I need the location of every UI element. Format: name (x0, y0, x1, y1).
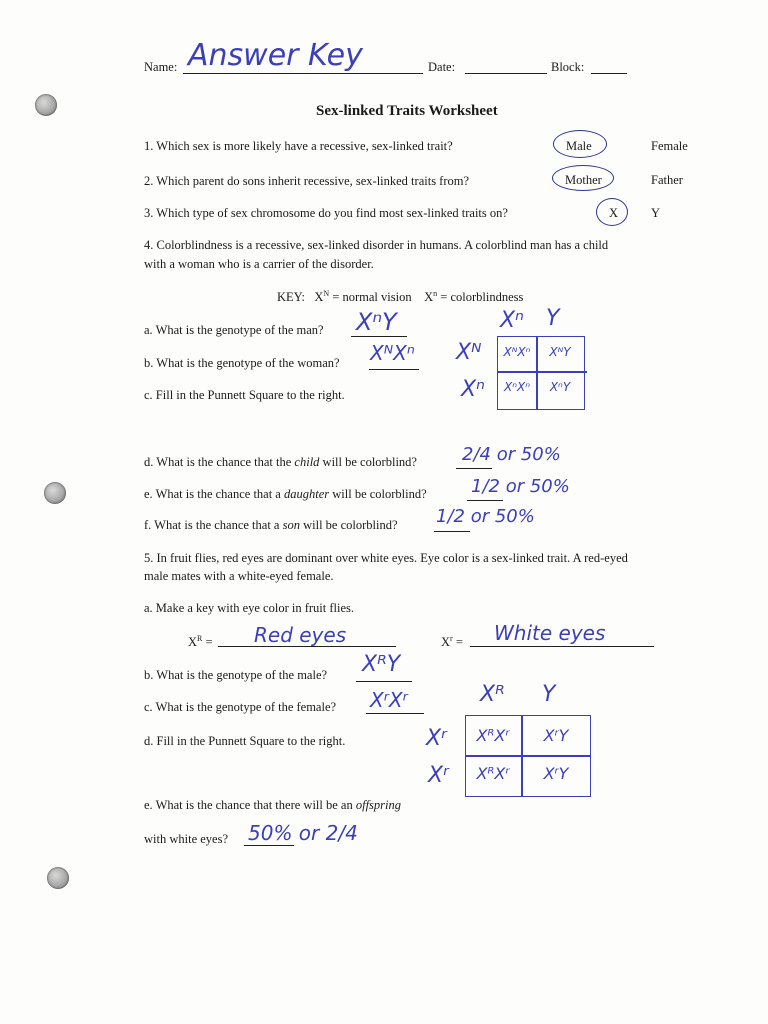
q2-option-mother: Mother (565, 173, 602, 187)
q1-text: 1. Which sex is more likely have a recessive, sex-linked trait? (144, 139, 453, 153)
q4e-answer: 1/2 or 50% (471, 476, 570, 497)
q4-punnett-top-1: Xⁿ (500, 308, 524, 333)
q4-key-color-symbol: $X^n$ (424, 289, 438, 305)
q5-text-line1: 5. In fruit flies, red eyes are dominant over white eyes. Eye color is a sex-linked trait. A red-eyed (144, 551, 628, 565)
q5-key-red-answer: Red eyes (254, 623, 347, 647)
q4-punnett-side-1: Xᴺ (456, 340, 482, 365)
q4-key-label: KEY: (277, 290, 306, 305)
q5-punnett-divider-h (465, 755, 591, 757)
q5-punnett-cell-1-2: XʳY (543, 726, 569, 745)
q5-key-white-answer: White eyes (494, 621, 606, 645)
q5e-answer: 50% or 2/4 (248, 821, 358, 845)
binder-hole-top (35, 94, 57, 116)
q5-punnett-cell-2-1: XᴿXʳ (476, 764, 510, 783)
q5a-text: a. Make a key with eye color in fruit flies. (144, 601, 354, 615)
block-label: Block: (551, 60, 585, 74)
q5b-blank (356, 681, 412, 682)
date-line (465, 73, 547, 74)
q5-punnett-side-2: Xʳ (428, 763, 449, 788)
q4d-text: d. What is the chance that the child will be colorblind? (144, 455, 417, 469)
q4-text-line2: with a woman who is a carrier of the disorder. (144, 257, 374, 271)
q5b-text: b. What is the genotype of the male? (144, 668, 328, 682)
name-label: Name: (144, 60, 178, 74)
q4b-text: b. What is the genotype of the woman? (144, 356, 340, 370)
q4b-blank (369, 369, 419, 370)
q1-answer-circle (553, 130, 607, 158)
name-handwritten: Answer Key (188, 38, 363, 73)
q1-option-female: Female (651, 139, 688, 153)
q4d-blank (456, 468, 492, 469)
q5-punnett-top-2: Y (542, 682, 556, 707)
q4b-answer: XᴺXⁿ (370, 341, 415, 365)
q4-key-color-text: = colorblindness (440, 290, 524, 305)
q4f-text: f. What is the chance that a son will be colorblind? (144, 518, 398, 532)
q1-option-male: Male (566, 139, 592, 153)
binder-hole-bottom (47, 867, 69, 889)
q3-text: 3. Which type of sex chromosome do you find most sex-linked traits on? (144, 206, 508, 220)
q2-answer-circle (552, 165, 614, 191)
q4-punnett-cell-1-2: XᴺY (549, 345, 571, 359)
q4e-blank (467, 500, 503, 501)
q4-punnett-top-2: Y (546, 306, 560, 331)
q5d-text: d. Fill in the Punnett Square to the right. (144, 734, 346, 748)
q3-option-y: Y (651, 206, 661, 220)
q5c-blank (366, 713, 424, 714)
q4d-answer: 2/4 or 50% (462, 444, 561, 465)
q4a-text: a. What is the genotype of the man? (144, 323, 324, 337)
worksheet-title: Sex-linked Traits Worksheet (316, 103, 498, 119)
q4-punnett-side-2: Xⁿ (461, 377, 485, 402)
name-line (183, 73, 423, 74)
q5-key-white-blank (470, 646, 654, 647)
q2-option-father: Father (651, 173, 683, 187)
q4-punnett-cell-2-1: XⁿXⁿ (503, 380, 530, 394)
q4-key-normal-symbol: $X^N$ (314, 289, 330, 305)
q5e-text-line2: with white eyes? (144, 832, 229, 846)
q4a-blank (351, 336, 407, 337)
q4f-blank (434, 531, 470, 532)
date-label: Date: (428, 60, 456, 74)
q2-text: 2. Which parent do sons inherit recessive, sex-linked traits from? (144, 174, 470, 188)
q4a-answer: XⁿY (356, 308, 397, 336)
q5-punnett-side-1: Xʳ (426, 726, 447, 751)
q4e-text: e. What is the chance that a daughter will be colorblind? (144, 487, 427, 501)
q5b-answer: XᴿY (362, 652, 401, 677)
block-line (591, 73, 627, 74)
q5-text-line2: male mates with a white-eyed female. (144, 569, 334, 583)
q3-option-x: X (609, 206, 619, 220)
q5e-text-line1: e. What is the chance that there will be an offspring (144, 798, 401, 812)
q4-key-normal-text: = normal vision (332, 290, 412, 305)
q5-punnett-cell-2-2: XʳY (543, 764, 569, 783)
q5c-text: c. What is the genotype of the female? (144, 700, 337, 714)
q4c-text: c. Fill in the Punnett Square to the right. (144, 388, 345, 402)
q5c-answer: XʳXʳ (370, 688, 408, 712)
q4-punnett-divider-h (497, 371, 587, 373)
binder-hole-middle (44, 482, 66, 504)
q5-key-white-symbol: $X^r$ = (441, 634, 463, 650)
q5-punnett-cell-1-1: XᴿXʳ (476, 726, 510, 745)
q5-key-red-symbol: $X^R$ = (188, 634, 213, 650)
q4-punnett-cell-1-1: XᴺXⁿ (503, 345, 531, 359)
q3-answer-circle (596, 198, 628, 226)
q4-key (277, 289, 523, 305)
q5e-blank (244, 845, 294, 846)
q4f-answer: 1/2 or 50% (436, 506, 535, 527)
q4-text-line1: 4. Colorblindness is a recessive, sex-linked disorder in humans. A colorblind man has a child (144, 238, 609, 252)
q5-punnett-top-1: Xᴿ (480, 682, 505, 707)
q4-punnett-cell-2-2: XⁿY (549, 380, 571, 394)
